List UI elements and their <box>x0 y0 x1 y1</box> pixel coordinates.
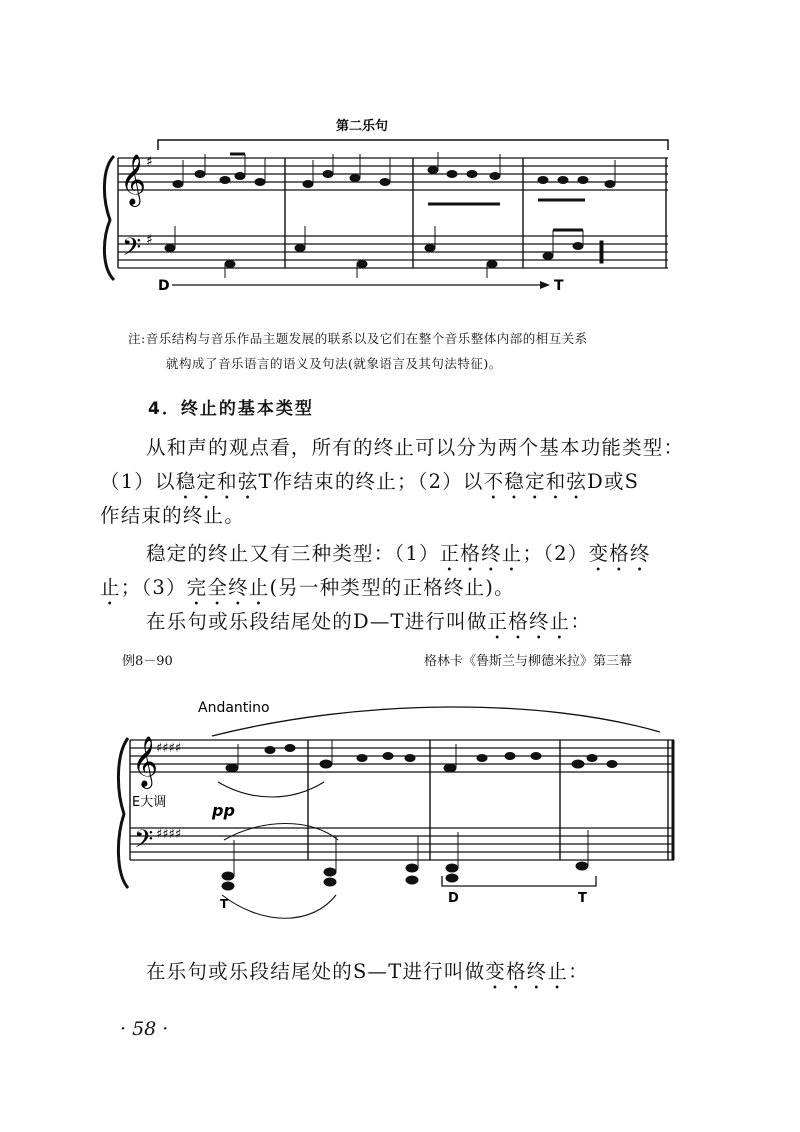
function-label-t: T <box>554 278 564 294</box>
footnote-line-2: 就构成了音乐语言的语义及句法(就象语言及其句法特征)。 <box>166 356 502 371</box>
score-example-1 <box>100 108 680 298</box>
emphasis-authentic-cadence-2: 正格终止 <box>487 610 571 633</box>
emphasis-unstable-chord: 不稳定和弦 <box>483 470 588 493</box>
footnote <box>128 329 588 347</box>
example-number: 例8－90 <box>122 654 173 669</box>
function-label-t-2: T <box>578 891 587 906</box>
footnote-label: 注: <box>128 331 146 346</box>
function-label-t-1: T <box>220 897 229 911</box>
emphasis-stable-chord: 稳定和弦 <box>175 470 259 493</box>
paragraph-1-line-1: 从和声的观点看，所有的终止可以分为两个基本功能类型： <box>146 436 685 459</box>
phrase-bracket <box>158 140 668 150</box>
score-example-2 <box>112 690 692 920</box>
emphasis-perfect-cadence: 完全终止 <box>186 576 270 599</box>
function-label-d: D <box>448 891 459 906</box>
dynamic-marking: pp <box>212 801 235 820</box>
paragraph-2-line-2: 止；（3）完全终止(另一种类型的正格终止)。 <box>100 576 515 599</box>
paragraph-1-line-2: （1）以稳定和弦T作结束的终止；（2）以不稳定和弦D或S <box>100 470 640 493</box>
page-number: · 58 · <box>120 1018 169 1040</box>
treble-clef-icon: 𝄞 <box>132 736 159 787</box>
section-heading: 4．终止的基本类型 <box>148 399 314 419</box>
paragraph-2-line-1: 稳定的终止又有三种类型：（1）正格终止；（2）变格终 <box>146 542 651 565</box>
emphasis-authentic-cadence: 正格终止 <box>439 542 523 565</box>
paragraph-1-line-3: 作结束的终止。 <box>100 504 245 527</box>
bass-staff <box>118 236 668 268</box>
key-sharps-icon: ♯♯♯♯ <box>156 741 182 756</box>
grand-staff-brace <box>104 156 114 280</box>
closing-paragraph: 在乐句或乐段结尾处的S—T进行叫做变格终止： <box>146 960 589 983</box>
phrase-label: 第二乐句 <box>335 119 389 134</box>
tie-slur <box>224 824 338 841</box>
tempo-marking: Andantino <box>198 700 270 716</box>
key-sharps-icon: ♯♯♯♯ <box>156 827 182 842</box>
function-label-d: D <box>158 278 170 294</box>
key-label: E大调 <box>132 795 167 810</box>
key-sharp-icon: ♯ <box>146 154 153 170</box>
paragraph-3: 在乐句或乐段结尾处的D—T进行叫做正格终止： <box>146 610 592 633</box>
treble-clef-icon: 𝄞 <box>120 154 147 205</box>
tie-slur <box>222 895 336 918</box>
phrase-slur <box>212 707 660 736</box>
footnote-line-1: 音乐结构与音乐作品主题发展的联系以及它们在整个音乐整体内部的相互关系 <box>145 331 588 346</box>
emphasis-plagal-cadence-2: 变格终止 <box>485 960 569 983</box>
bass-clef-icon: 𝄢 <box>122 233 142 268</box>
key-sharp-icon: ♯ <box>146 232 153 248</box>
cadence-bracket <box>442 876 596 886</box>
treble-notes <box>173 152 615 204</box>
grand-staff-brace <box>118 738 128 888</box>
bass-clef-icon: 𝄢 <box>134 825 154 860</box>
emphasis-plagal-cadence: 变格终 <box>588 542 651 565</box>
bass-staff <box>130 828 674 860</box>
example-source: 格林卡《鲁斯兰与柳德米拉》第三幕 <box>424 654 633 669</box>
